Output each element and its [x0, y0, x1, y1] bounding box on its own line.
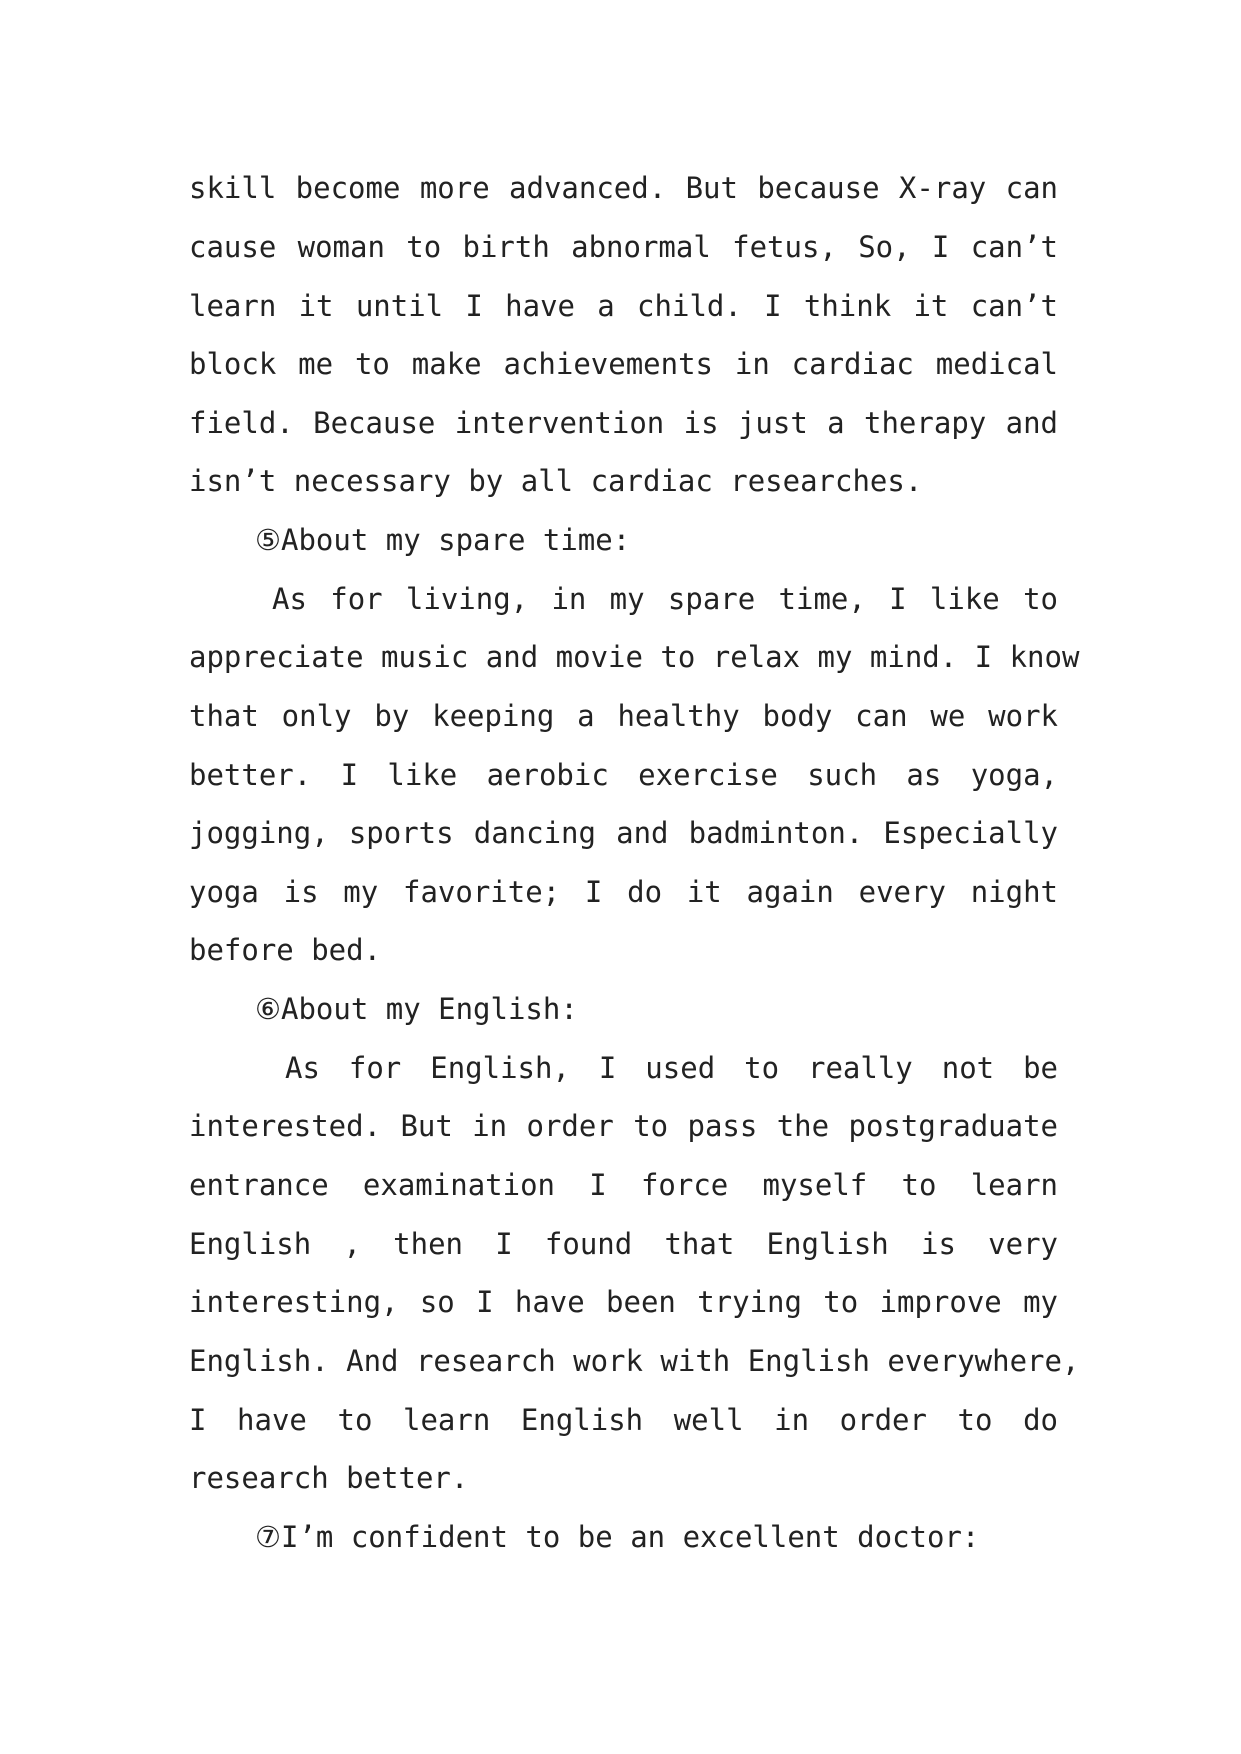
- paragraph-line: entrance examination I force myself to learn: [189, 1168, 1058, 1202]
- section-heading-confident: ⑦I’m confident to be an excellent doctor:: [255, 1520, 980, 1554]
- paragraph-line: cause woman to birth abnormal fetus, So, I can’t: [189, 230, 1058, 264]
- section-heading-english: ⑥About my English:: [255, 992, 578, 1026]
- paragraph-line: As for English, I used to really not be: [285, 1051, 1058, 1085]
- paragraph-line: field. Because intervention is just a therapy and: [189, 406, 1058, 440]
- paragraph-line: appreciate music and movie to relax my mind. I know: [189, 640, 1080, 674]
- paragraph-line: English. And research work with English everywhere,: [189, 1344, 1080, 1378]
- paragraph-line: that only by keeping a healthy body can we work: [189, 699, 1058, 733]
- paragraph-line: English , then I found that English is very: [189, 1227, 1058, 1261]
- paragraph-line: As for living, in my spare time, I like to: [272, 582, 1058, 616]
- paragraph-line: better. I like aerobic exercise such as yoga,: [189, 758, 1058, 792]
- paragraph-line: before bed.: [189, 933, 382, 967]
- section-heading-spare-time: ⑤About my spare time:: [255, 523, 631, 557]
- paragraph-line: block me to make achievements in cardiac medical: [189, 347, 1058, 381]
- paragraph-line: research better.: [189, 1461, 469, 1495]
- paragraph-line: interesting, so I have been trying to improve my: [189, 1285, 1058, 1319]
- paragraph-line: yoga is my favorite; I do it again every night: [189, 875, 1058, 909]
- paragraph-line: interested. But in order to pass the postgraduate: [189, 1109, 1058, 1143]
- paragraph-line: skill become more advanced. But because X-ray can: [189, 171, 1058, 205]
- paragraph-line: learn it until I have a child. I think it can’t: [189, 289, 1058, 323]
- paragraph-line: isn’t necessary by all cardiac researches.: [189, 464, 923, 498]
- paragraph-line: jogging, sports dancing and badminton. Especially: [189, 816, 1058, 850]
- paragraph-line: I have to learn English well in order to do: [189, 1403, 1058, 1437]
